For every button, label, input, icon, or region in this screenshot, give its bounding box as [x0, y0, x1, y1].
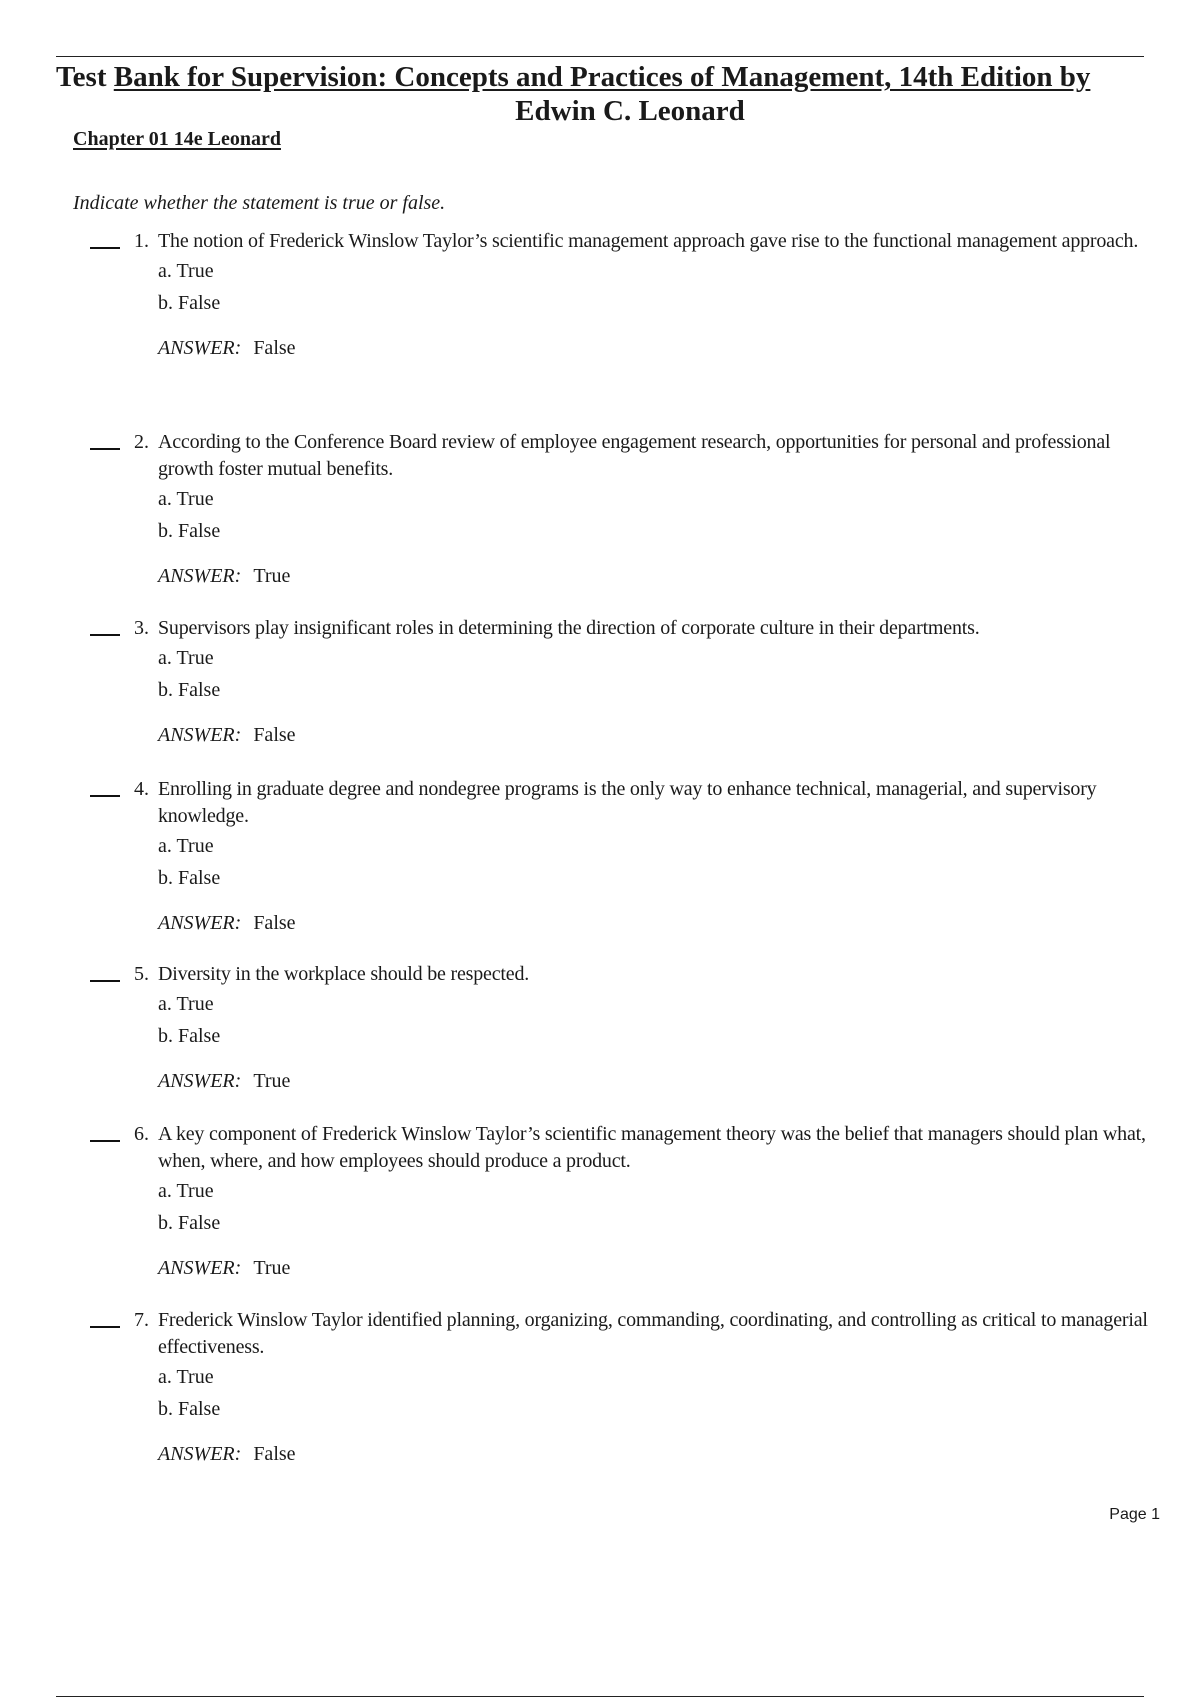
answer-value: True [253, 565, 291, 587]
page-number: Page 1 [1109, 1506, 1160, 1523]
question-stem: A key component of Frederick Winslow Taylor’s scientific management theory was the belief that managers should plan what, when, where, and how employees should produce a product. [158, 1123, 1146, 1172]
answer-blank [90, 228, 120, 249]
answer-value: False [253, 337, 296, 359]
option-a: a. True [158, 835, 214, 857]
question-stem: Frederick Winslow Taylor identified planning, organizing, commanding, coordinating, and controlling as critical to managerial effectiveness. [158, 1309, 1148, 1358]
question-stem: Supervisors play insignificant roles in determining the direction of corporate culture in their departments. [158, 617, 980, 639]
question-number: 1. [134, 230, 149, 252]
option-b: b. False [158, 1212, 221, 1234]
option-b: b. False [158, 679, 221, 701]
question-number: 2. [134, 431, 149, 453]
answer-label: ANSWER: [158, 1070, 242, 1092]
answer-value: False [253, 724, 296, 746]
question-1 [90, 228, 1150, 362]
answer-value: True [253, 1070, 291, 1092]
option-b: b. False [158, 1398, 221, 1420]
answer-blank [90, 961, 120, 982]
answer-label: ANSWER: [158, 337, 242, 359]
option-a: a. True [158, 1366, 214, 1388]
question-6 [90, 1121, 1150, 1282]
option-b: b. False [158, 1025, 221, 1047]
option-b: b. False [158, 867, 221, 889]
option-b: b. False [158, 292, 221, 314]
answer-line [158, 722, 1150, 749]
answer-line [158, 563, 1150, 590]
answer-line [158, 335, 1150, 362]
answer-value: False [253, 1443, 296, 1465]
option-b: b. False [158, 520, 221, 542]
option-a: a. True [158, 488, 214, 510]
answer-blank [90, 776, 120, 797]
question-number: 4. [134, 778, 149, 800]
option-a: a. True [158, 1180, 214, 1202]
bottom-divider [56, 1696, 1144, 1697]
option-a: a. True [158, 993, 214, 1015]
answer-line [158, 1255, 1150, 1282]
answer-label: ANSWER: [158, 565, 242, 587]
question-stem: Enrolling in graduate degree and nondegree programs is the only way to enhance technical, managerial, and supervisory knowledge. [158, 778, 1097, 827]
question-number: 6. [134, 1123, 149, 1145]
question-5 [90, 961, 1150, 1095]
answer-label: ANSWER: [158, 912, 242, 934]
document-title [56, 60, 1200, 94]
question-2 [90, 429, 1150, 590]
chapter-heading: Chapter 01 14e Leonard [73, 128, 281, 150]
answer-blank [90, 429, 120, 450]
option-a: a. True [158, 260, 214, 282]
title-prefix: Test [56, 61, 114, 93]
document-subtitle: Edwin C. Leonard [515, 95, 745, 127]
question-stem: According to the Conference Board review of employee engagement research, opportunities for personal and professional growth foster mutual benefits. [158, 431, 1111, 480]
answer-value: False [253, 912, 296, 934]
question-number: 3. [134, 617, 149, 639]
answer-label: ANSWER: [158, 724, 242, 746]
question-number: 5. [134, 963, 149, 985]
answer-line [158, 910, 1150, 937]
question-stem: The notion of Frederick Winslow Taylor’s scientific management approach gave rise to the functional management approach. [158, 230, 1139, 252]
question-7 [90, 1307, 1150, 1468]
answer-blank [90, 615, 120, 636]
answer-label: ANSWER: [158, 1257, 242, 1279]
question-4 [90, 776, 1150, 937]
title-underlined: Bank for Supervision: Concepts and Practices of Management, 14th Edition by [113, 61, 1091, 93]
answer-value: True [253, 1257, 291, 1279]
answer-line [158, 1068, 1150, 1095]
question-stem: Diversity in the workplace should be respected. [158, 963, 530, 985]
answer-line [158, 1441, 1150, 1468]
answer-label: ANSWER: [158, 1443, 242, 1465]
question-number: 7. [134, 1309, 149, 1331]
answer-blank [90, 1121, 120, 1142]
instructions: Indicate whether the statement is true or false. [73, 192, 446, 214]
question-3 [90, 615, 1150, 749]
option-a: a. True [158, 647, 214, 669]
top-divider [56, 56, 1144, 57]
answer-blank [90, 1307, 120, 1328]
